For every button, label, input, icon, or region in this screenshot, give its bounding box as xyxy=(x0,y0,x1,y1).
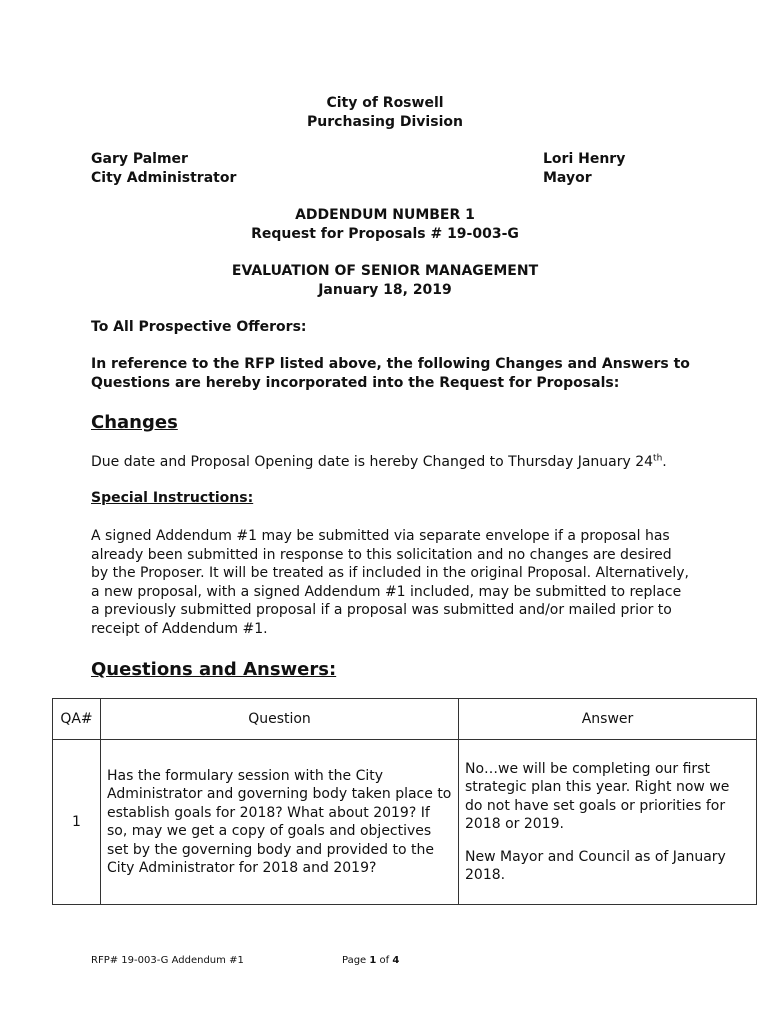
qa-header-row xyxy=(53,699,757,740)
changes-text-end: . xyxy=(662,454,667,470)
qa-answer-p2: New Mayor and Council as of January 2018. xyxy=(465,848,726,883)
org-division: Purchasing Division xyxy=(307,114,463,130)
left-title: City Administrator xyxy=(91,170,237,186)
right-title: Mayor xyxy=(543,170,592,186)
footer-rfp-label: RFP# 19-003-G Addendum #1 xyxy=(91,955,244,966)
changes-text xyxy=(91,453,691,472)
signatory-left xyxy=(91,150,236,188)
rfp-subject: EVALUATION OF SENIOR MANAGEMENT xyxy=(231,263,539,279)
qa-col-answer: Answer xyxy=(459,699,757,740)
qa-col-num: QA# xyxy=(53,699,101,740)
qa-col-question: Question xyxy=(101,699,459,740)
footer-page-current: 1 xyxy=(369,955,377,966)
rfp-number: Request for Proposals # 19-003-G xyxy=(251,226,519,242)
qa-heading: Questions and Answers: xyxy=(91,659,337,680)
footer-page-number xyxy=(342,955,399,966)
signatory-right xyxy=(543,150,625,188)
changes-text-main: Due date and Proposal Opening date is hereby Changed to Thursday January 24 xyxy=(91,454,654,470)
right-name: Lori Henry xyxy=(543,151,626,167)
table-row xyxy=(53,740,757,905)
footer-page-total: 4 xyxy=(392,955,400,966)
qa-table xyxy=(52,698,757,905)
qa-row-answer xyxy=(459,740,757,905)
org-name: City of Roswell xyxy=(326,95,444,111)
footer-page-of: of xyxy=(376,955,393,966)
salutation: To All Prospective Offerors: xyxy=(91,319,307,335)
changes-text-sup: th xyxy=(653,453,663,464)
footer-page-prefix: Page xyxy=(342,955,370,966)
addendum-title: ADDENDUM NUMBER 1 xyxy=(295,207,475,223)
qa-row-question: Has the formulary session with the City Administrator and governing body taken place to establish goals for 2018? What about 2019? If so, may we get a copy of goals and objectives set by the governing body and provided to the City Administrator for 2018 and 2019? xyxy=(101,740,459,905)
changes-heading: Changes xyxy=(91,412,178,433)
qa-row-num: 1 xyxy=(53,740,101,905)
qa-answer-p1: No…we will be completing our first strategic plan this year. Right now we do not have set goals or priorities for 2018 or 2019. xyxy=(465,760,730,832)
special-instructions-heading: Special Instructions: xyxy=(91,490,254,506)
special-instructions-text: A signed Addendum #1 may be submitted via separate envelope if a proposal has already been submitted in response to this solicitation and no changes are desired by the Proposer. It will be treated as if included in the original Proposal. Alternatively, a new proposal, with a signed Addendum #1 included, may be submitted to replace a previously submitted proposal if a proposal was submitted and/or mailed prior to receipt of Addendum #1. xyxy=(91,528,689,637)
left-name: Gary Palmer xyxy=(91,151,188,167)
addendum-date: January 18, 2019 xyxy=(318,282,452,298)
intro-paragraph: In reference to the RFP listed above, the following Changes and Answers to Questions are hereby incorporated into the Request for Proposals: xyxy=(91,356,690,391)
